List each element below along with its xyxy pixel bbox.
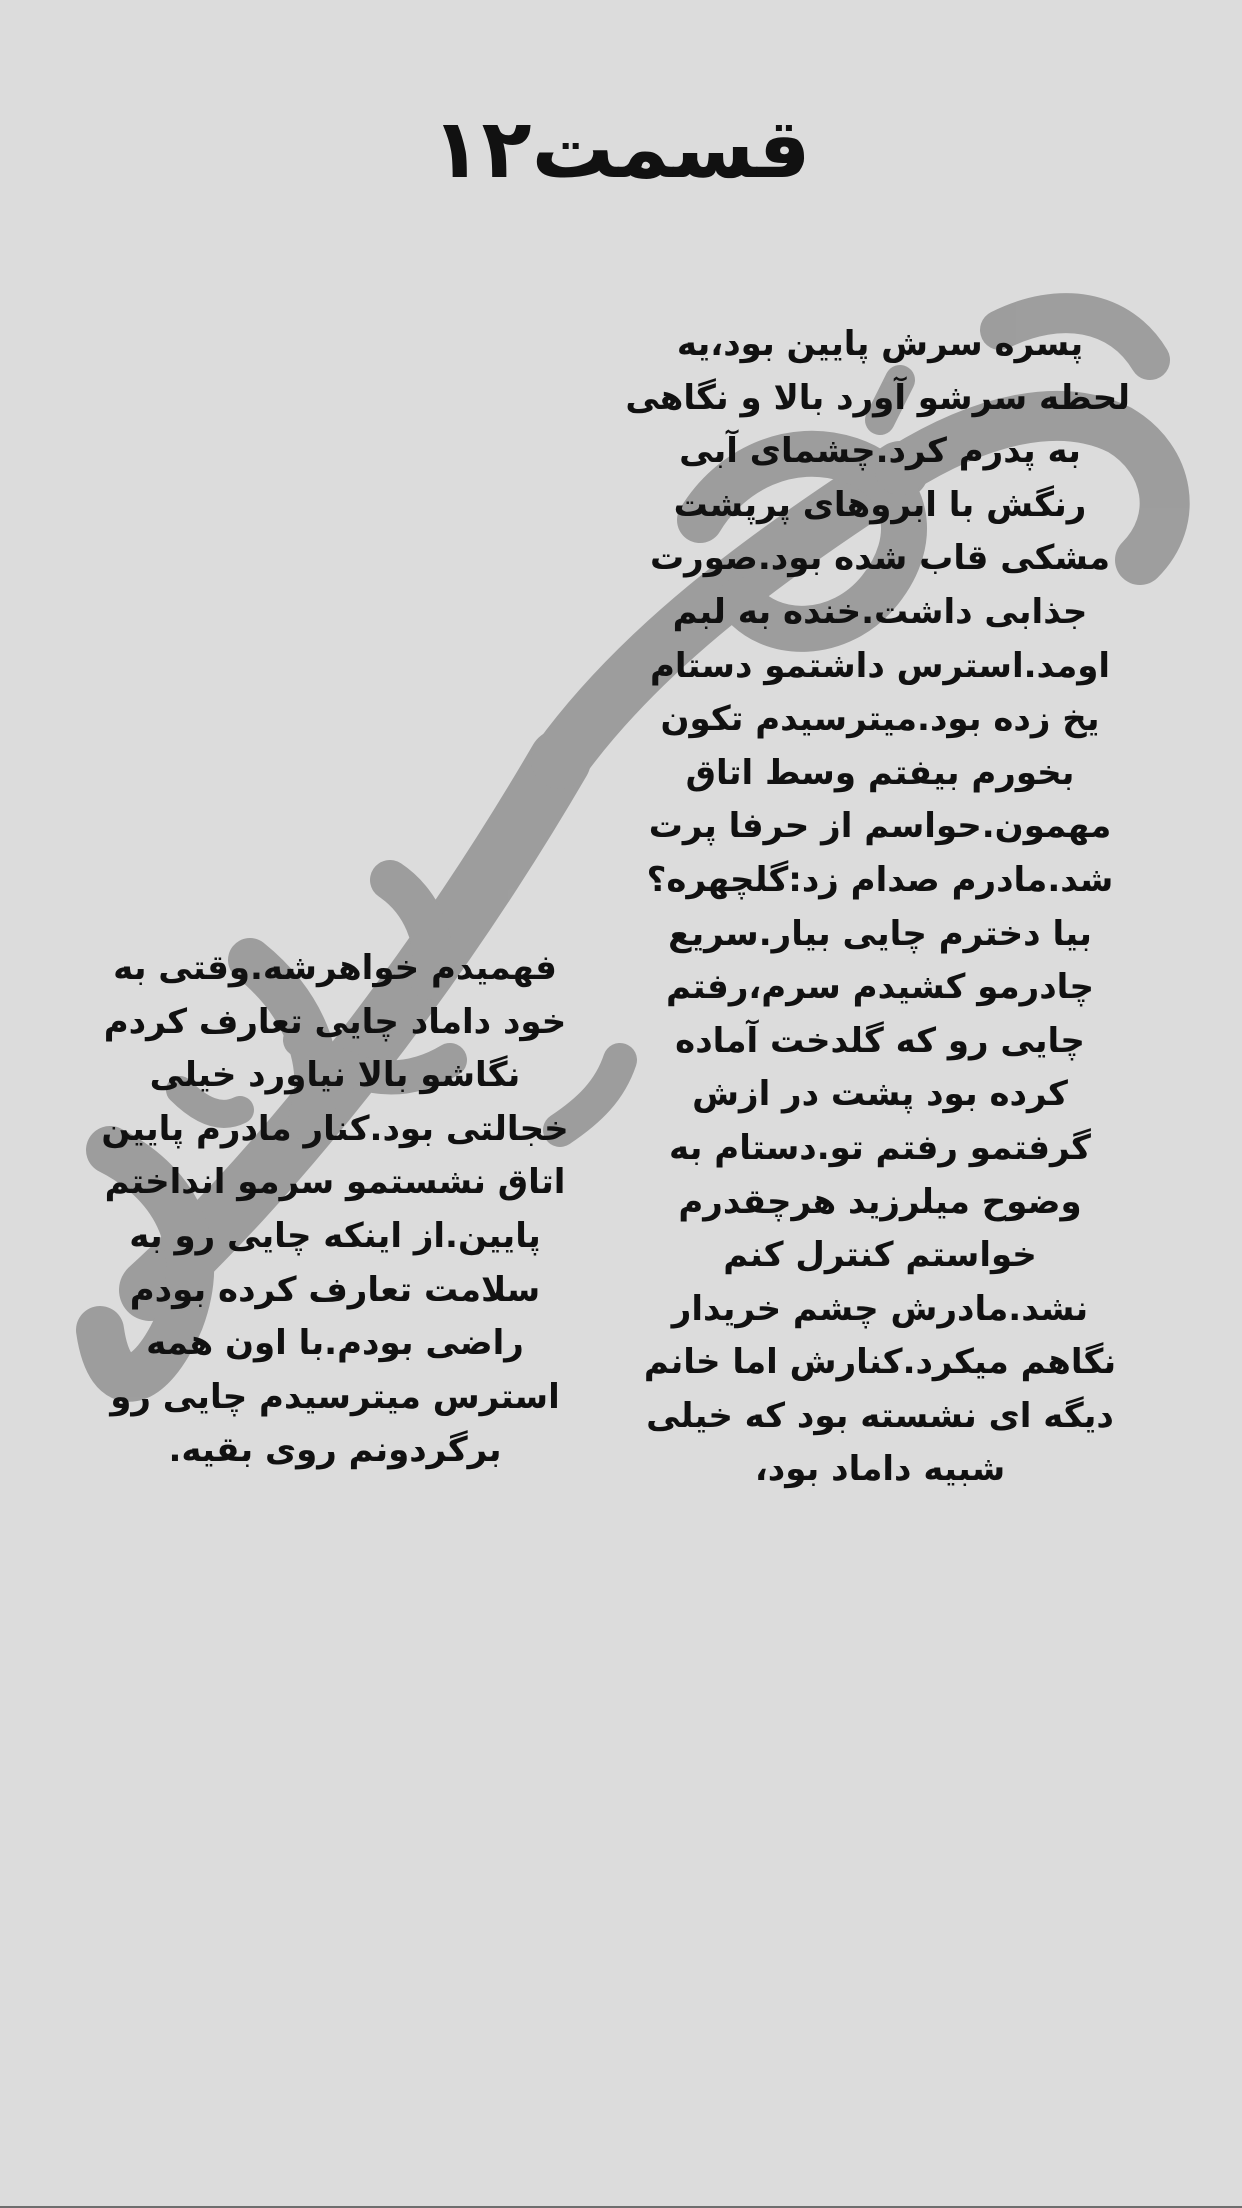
story-line: خجالتی بود.کنار مادرم پایین: [101, 1108, 569, 1149]
story-line: وضوح میلرزید هرچقدرم: [678, 1181, 1082, 1222]
story-line: لحظه سرشو آورد بالا و نگاهی: [625, 377, 1130, 418]
page-title: قسمت۱۲: [431, 102, 811, 197]
story-line: رنگش با ابروهای پرپشت: [673, 484, 1087, 525]
story-line: برگردونم روی بقیه.: [168, 1430, 502, 1471]
story-line: گرفتمو رفتم تو.دستام به: [669, 1127, 1091, 1168]
story-line: یخ زده بود.میترسیدم تکون: [660, 699, 1100, 740]
story-line: پسره سرش پایین بود،یه: [676, 324, 1084, 364]
story-line: خود داماد چایی تعارف کردم: [103, 1001, 567, 1042]
story-line: سلامت تعارف کرده بودم: [129, 1269, 541, 1310]
story-line: نگاهم میکرد.کنارش اما خانم: [643, 1342, 1117, 1383]
story-line: نشد.مادرش چشم خریدار: [671, 1288, 1089, 1329]
story-line: جذابی داشت.خنده به لبم: [672, 591, 1088, 632]
story-line: استرس میترسیدم چایی رو: [110, 1376, 560, 1417]
story-line: کرده بود پشت در ازش: [692, 1074, 1068, 1115]
story-line: راضی بودم.با اون همه: [146, 1323, 524, 1364]
story-line: بخورم بیفتم وسط اتاق: [685, 752, 1075, 793]
story-line: مشکی قاب شده بود.صورت: [649, 538, 1111, 579]
story-line: چایی رو که گلدخت آماده: [675, 1020, 1085, 1061]
story-line: پایین.از اینکه چایی رو به: [129, 1215, 541, 1256]
story-line: دیگه ای نشسته بود که خیلی: [646, 1395, 1114, 1436]
story-line: بیا دخترم چایی بیار.سریع: [668, 913, 1092, 954]
story-line: شد.مادرم صدام زد:گلچهره؟: [646, 859, 1114, 900]
story-line: به پدرم کرد.چشمای آبی: [679, 431, 1081, 472]
story-line: نگاشو بالا نیاورد خیلی: [149, 1055, 521, 1096]
story-line: چادرمو کشیدم سرم،رفتم: [666, 967, 1094, 1008]
story-line: شبیه داماد بود،: [754, 1449, 1006, 1490]
story-line: اتاق نشستمو سرمو انداختم: [104, 1162, 566, 1203]
story-text-left-column: [85, 942, 585, 1478]
story-line: اومد.استرس داشتمو دستام: [649, 645, 1111, 686]
story-line: خواستم کنترل کنم: [723, 1235, 1037, 1276]
story-line: مهمون.حواسم از حرفا پرت: [648, 806, 1112, 847]
story-line: فهمیدم خواهرشه.وقتی به: [113, 948, 557, 988]
story-text-right-column: [625, 318, 1130, 1497]
